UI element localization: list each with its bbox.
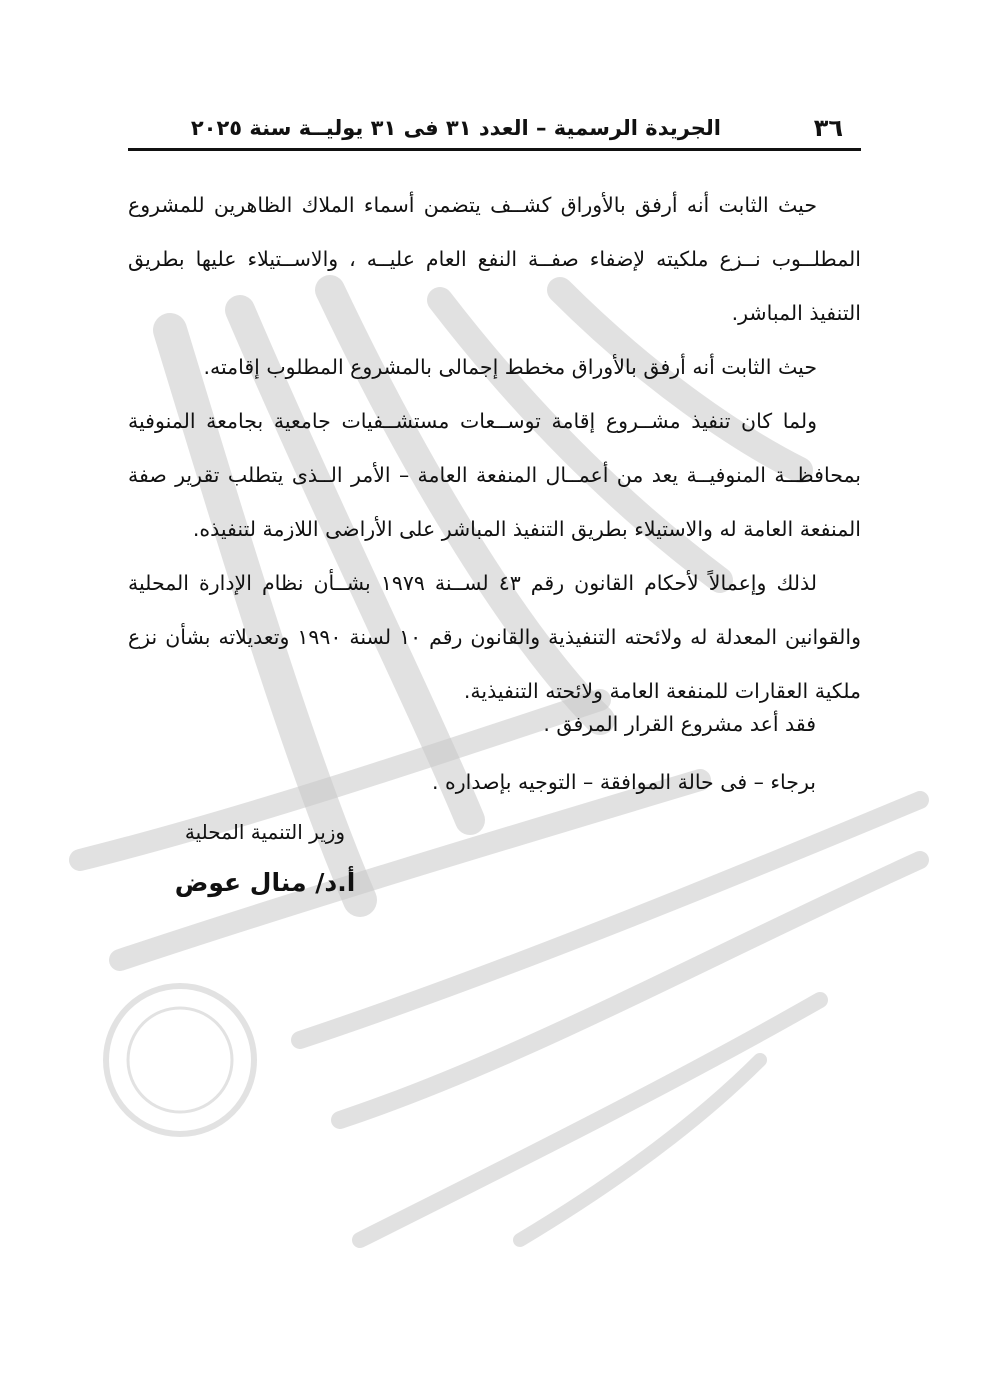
signature-name: أ.د/ منال عوض: [174, 868, 356, 897]
paragraph: لذلك وإعمالاً لأحكام القانون رقم ٤٣ لســنة ١٩٧٩ بشــأن نظام الإدارة المحلية والقوانين المعدلة له ولائحته التنفيذية والقانون رقم ١٠ لسنة ١٩٩٠ وتعديلاته بشأن نزع ملكية العقارات للمنفعة العامة ولائحته التنفيذية.: [128, 571, 861, 703]
running-title: الجريدة الرسمية – العدد ٣١ فى ٣١ يوليــة سنة ٢٠٢٥: [190, 116, 721, 140]
document-body: [128, 178, 861, 718]
paragraph: حيث الثابت أنه أرفق بالأوراق مخطط إجمالى بالمشروع المطلوب إقامته.: [203, 355, 817, 379]
page-header: [128, 108, 861, 151]
closing-line: برجاء – فى حالة الموافقة – التوجيه بإصداره .: [431, 770, 816, 794]
paragraph: حيث الثابت أنه أرفق بالأوراق كشــف يتضمن أسماء الملاك الظاهرين للمشروع المطلــوب نــزع ملكيته لإضفاء صفــة النفع العام عليــه ، والاســتيلاء عليها بطريق التنفيذ المباشر.: [128, 193, 861, 325]
signature-title: وزير التنمية المحلية: [184, 820, 346, 844]
paragraph: ولما كان تنفيذ مشــروع إقامة توســعات مستشــفيات جامعية بجامعة المنوفية بمحافظــة المنوفيــة يعد من أعمــال المنفعة العامة – الأمر الــذى يتطلب تقرير صفة المنفعة العامة له والاستيلاء بطريق التنفيذ المباشر على الأراضى اللازمة لتنفيذه.: [128, 409, 861, 541]
page-number: ٣٦: [813, 114, 843, 142]
closing-line: فقد أعد مشروع القرار المرفق .: [543, 712, 816, 736]
